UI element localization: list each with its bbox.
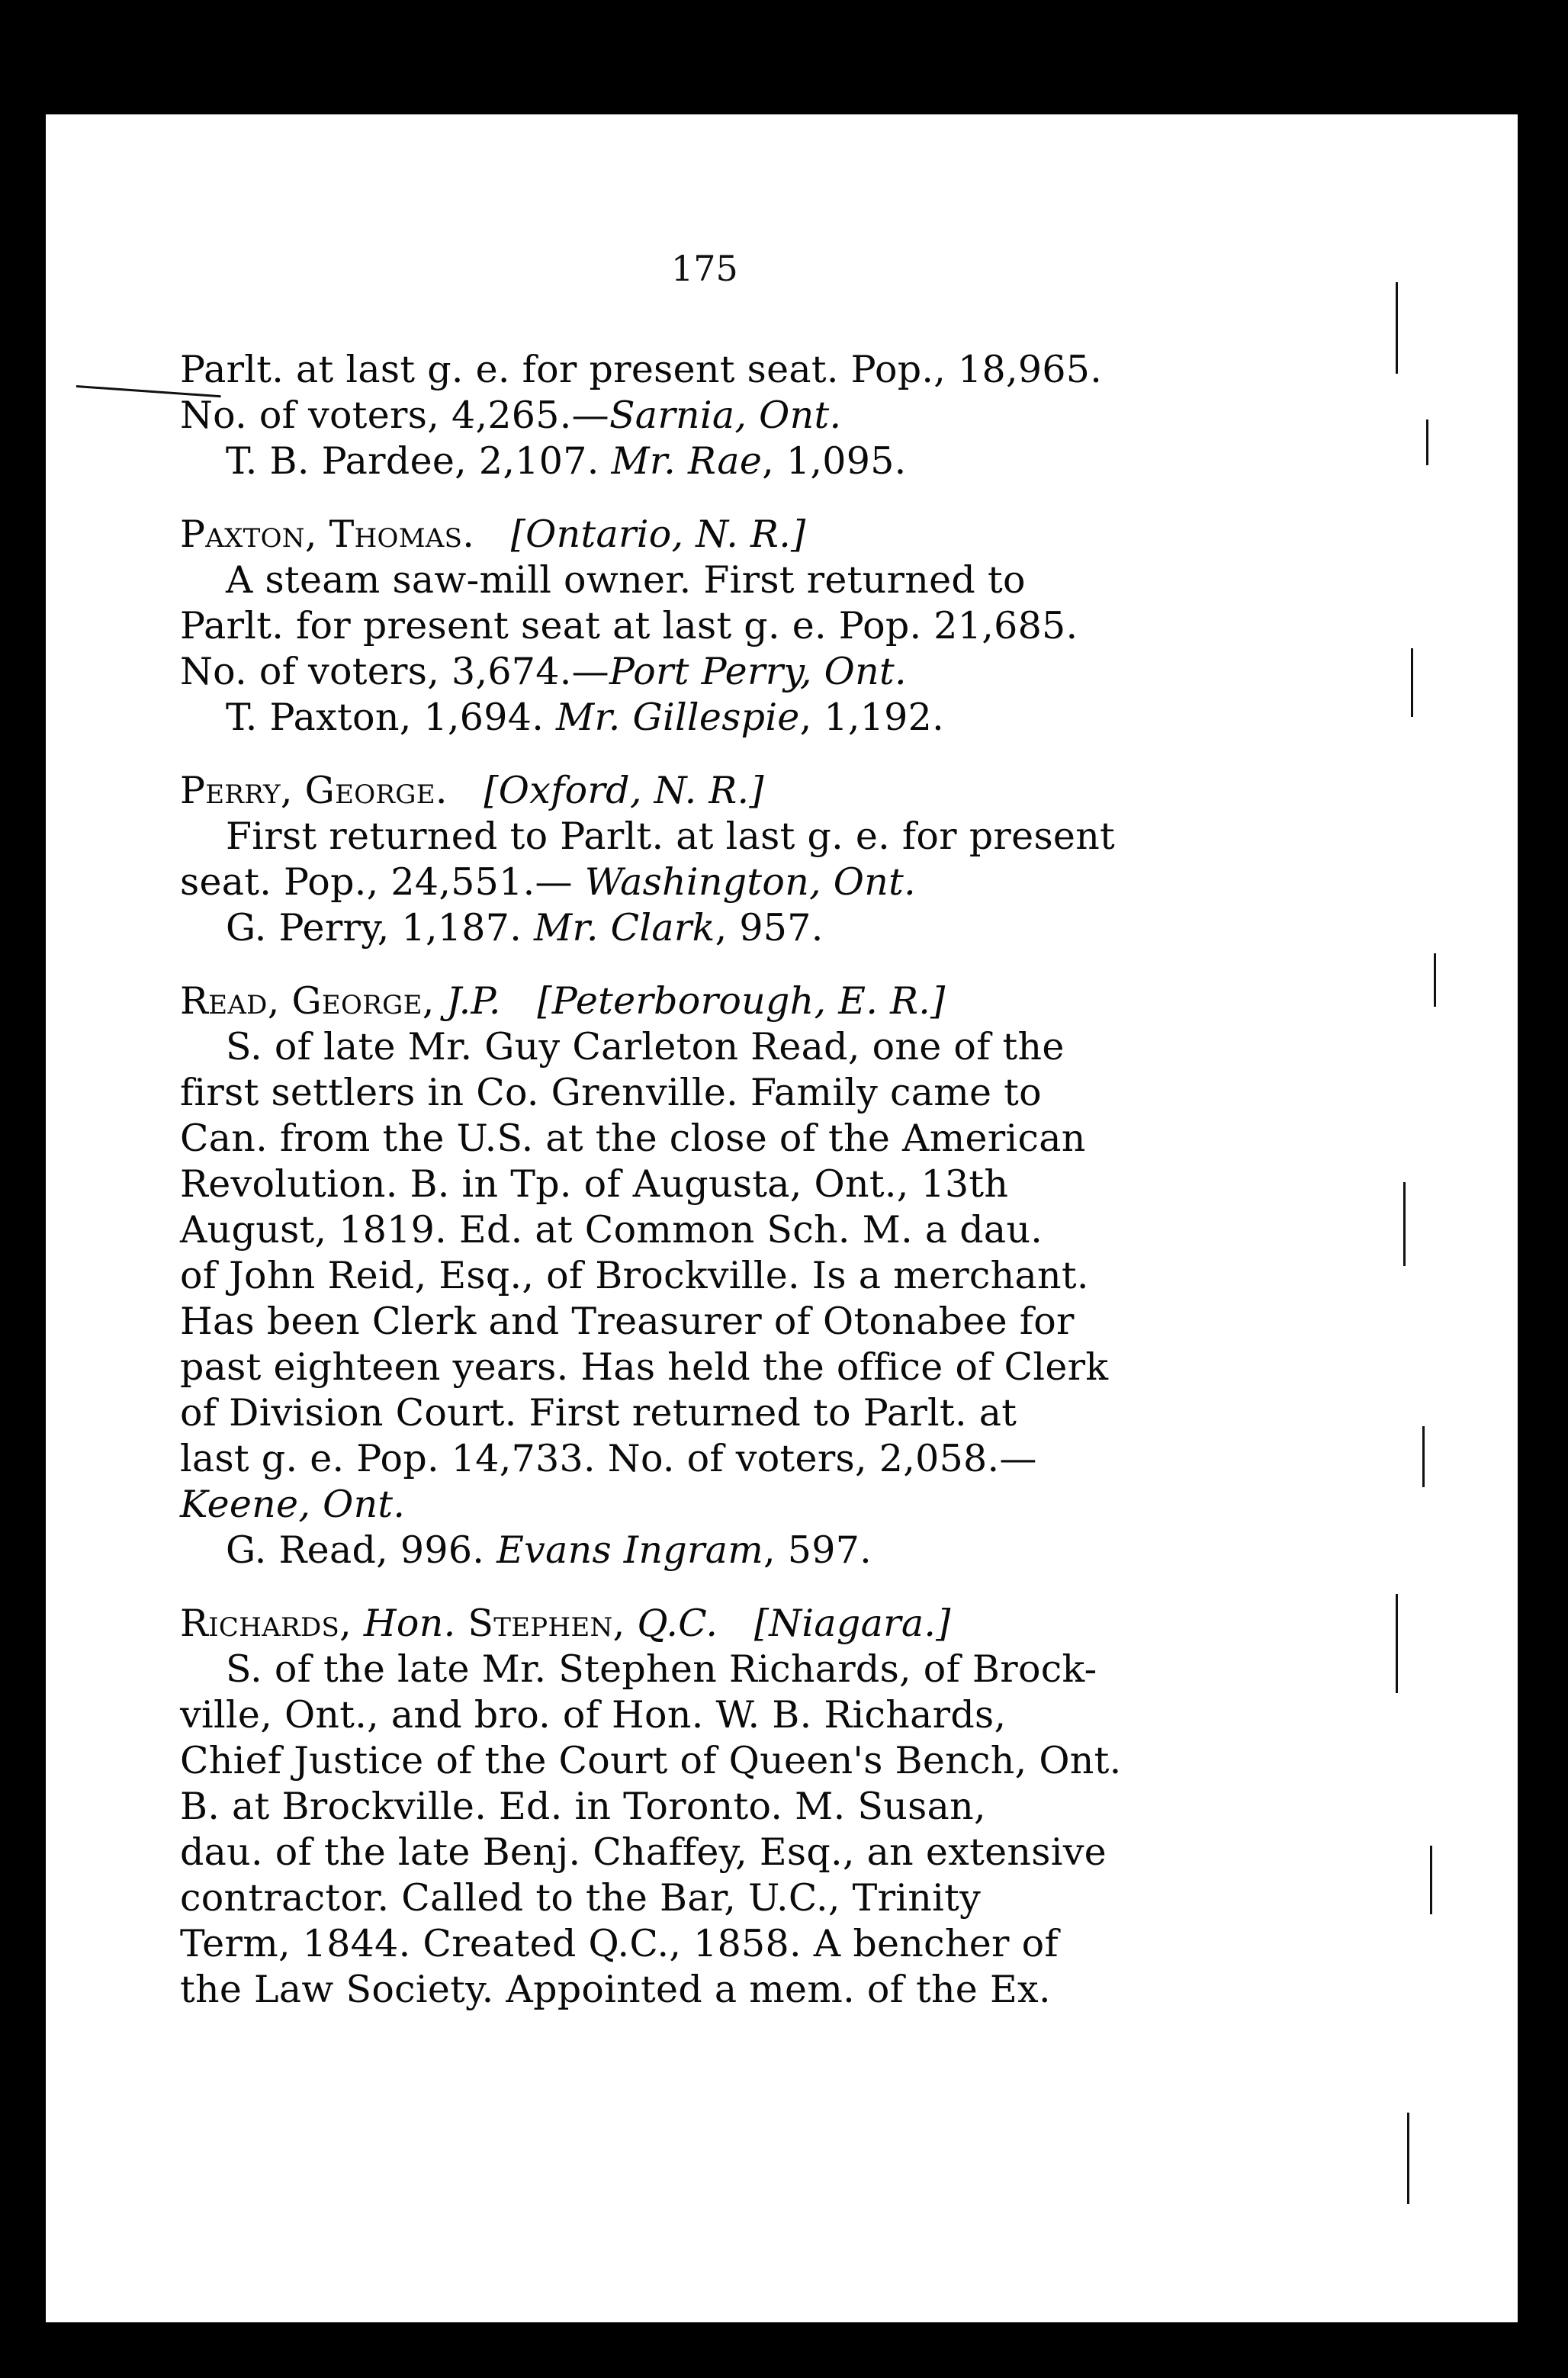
text-line: S. of late Mr. Guy Carleton Read, one of the (226, 1025, 1065, 1068)
entry-paxton (180, 512, 1278, 741)
text-line: past eighteen years. Has held the office of Clerk (180, 1345, 1109, 1389)
entry-perry (180, 768, 1278, 951)
text-line: dau. of the late Benj. Chaffey, Esq., an extensive (180, 1830, 1107, 1874)
text-line: August, 1819. Ed. at Common Sch. M. a dau. (180, 1208, 1043, 1252)
entry-name: Read, George, (180, 979, 435, 1023)
entry-name: Perry, George. (180, 769, 448, 812)
text-line: Can. from the U.S. at the close of the American (180, 1117, 1086, 1160)
text-line: B. at Brockville. Ed. in Toronto. M. Susan, (180, 1785, 986, 1828)
page-edge-shadow (1380, 282, 1502, 2296)
page-text (180, 347, 1278, 2013)
text-line: S. of the late Mr. Stephen Richards, of Brock- (226, 1647, 1097, 1691)
entry-riding: [Peterborough, E. R.] (537, 979, 946, 1023)
entry-header (180, 1601, 1278, 1647)
text-line: Parlt. at last g. e. for present seat. Pop., 18,965. (180, 348, 1103, 391)
entry-riding: [Oxford, N. R.] (484, 769, 764, 812)
entry-header (180, 768, 1278, 814)
text-line: Chief Justice of the Court of Queen's Bench, Ont. (180, 1739, 1122, 1782)
text-line: G. Read, 996. Evans Ingram, 597. (226, 1528, 872, 1572)
text-line: A steam saw-mill owner. First returned to (226, 558, 1026, 602)
text-line: Revolution. B. in Tp. of Augusta, Ont., 13th (180, 1162, 1009, 1206)
page-number: 175 (671, 248, 738, 289)
text-line: Term, 1844. Created Q.C., 1858. A bencher of (180, 1922, 1059, 1965)
text-line: last g. e. Pop. 14,733. No. of voters, 2,058.— (180, 1437, 1037, 1480)
text-line: G. Perry, 1,187. Mr. Clark, 957. (226, 906, 824, 950)
text-line: first settlers in Co. Grenville. Family came to (180, 1071, 1042, 1114)
text-line: No. of voters, 3,674.—Port Perry, Ont. (180, 650, 907, 693)
entry-continuation (180, 347, 1278, 484)
entry-header (180, 979, 1278, 1024)
entry-riding: [Niagara.] (753, 1602, 951, 1645)
entry-honorific: Hon. (363, 1602, 456, 1645)
text-line: of Division Court. First returned to Parlt. at (180, 1391, 1017, 1435)
entry-richards (180, 1601, 1278, 2013)
text-line: First returned to Parlt. at last g. e. for present (226, 815, 1116, 858)
text-line: the Law Society. Appointed a mem. of the Ex. (180, 1968, 1051, 2011)
text-line: ville, Ont., and bro. of Hon. W. B. Richards, (180, 1693, 1007, 1737)
book-page (46, 114, 1518, 2322)
entry-riding: [Ontario, N. R.] (510, 513, 806, 556)
entry-name: Richards, (180, 1602, 352, 1645)
text-line: Has been Clerk and Treasurer of Otonabee for (180, 1300, 1075, 1343)
entry-header (180, 512, 1278, 558)
entry-name: Paxton, Thomas. (180, 513, 475, 556)
text-line: No. of voters, 4,265.—Sarnia, Ont. (180, 394, 842, 437)
text-line: Parlt. for present seat at last g. e. Pop. 21,685. (180, 604, 1078, 648)
entry-title: Q.C. (637, 1602, 718, 1645)
text-line: of John Reid, Esq., of Brockville. Is a merchant. (180, 1254, 1089, 1297)
text-line: contractor. Called to the Bar, U.C., Trinity (180, 1876, 982, 1920)
entry-given-name: Stephen, (468, 1602, 625, 1645)
entry-title: J.P. (446, 979, 501, 1023)
text-line: T. B. Pardee, 2,107. Mr. Rae, 1,095. (226, 439, 907, 483)
text-line: T. Paxton, 1,694. Mr. Gillespie, 1,192. (226, 696, 944, 739)
text-line: seat. Pop., 24,551.— Washington, Ont. (180, 860, 917, 904)
entry-read (180, 979, 1278, 1573)
text-line: Keene, Ont. (180, 1483, 406, 1526)
